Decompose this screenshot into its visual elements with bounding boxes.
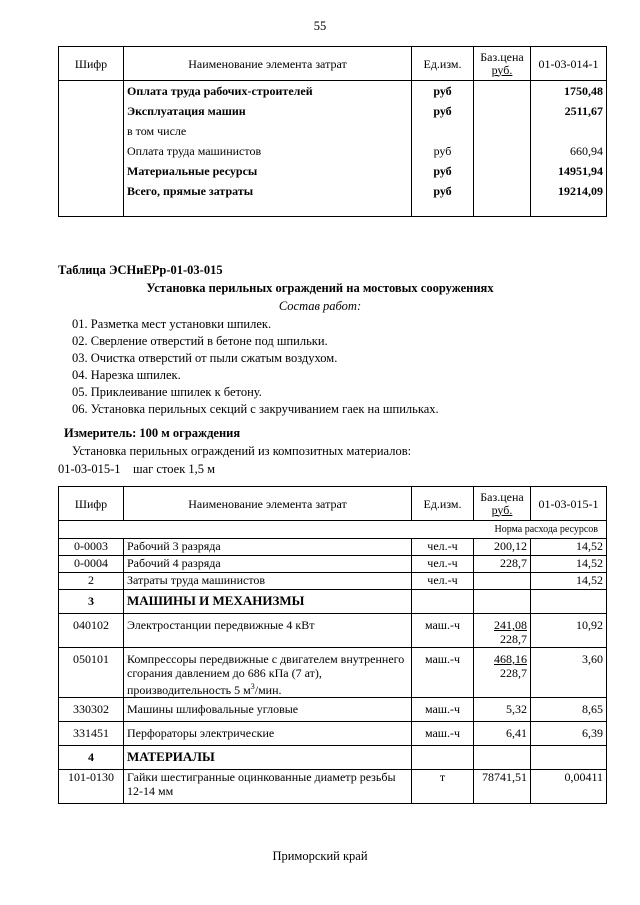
price-cell [474, 590, 531, 614]
code-cell [59, 81, 124, 101]
price-cell [474, 161, 531, 181]
header-price: Баз.цена руб. [474, 47, 531, 81]
price-cell [474, 121, 531, 141]
header-code: Шифр [59, 487, 124, 521]
header-col-code: 01-03-015-1 [531, 487, 607, 521]
unit-cell: руб [412, 161, 474, 181]
name-cell: Машины шлифовальные угловые [124, 698, 412, 722]
works-list [72, 316, 439, 418]
value-cell [531, 121, 607, 141]
code-cell: 0-0003 [59, 539, 124, 556]
price-cell: 78741,51 [474, 770, 531, 804]
price-cell: 6,41 [474, 722, 531, 746]
name-cell: в том числе [124, 121, 412, 141]
table-row [59, 614, 607, 648]
code-cell: 331451 [59, 722, 124, 746]
name-cell: Всего, прямые затраты [124, 181, 412, 217]
value-cell: 14,52 [531, 556, 607, 573]
price-cell [474, 746, 531, 770]
unit-cell [412, 746, 474, 770]
table-row [59, 746, 607, 770]
value-cell: 660,94 [531, 141, 607, 161]
code-cell: 040102 [59, 614, 124, 648]
table-label: Таблица ЭСНиЕРр-01-03-015 [58, 263, 223, 277]
price-cell [474, 101, 531, 121]
unit-cell: руб [412, 81, 474, 101]
name-cell: Материальные ресурсы [124, 161, 412, 181]
code-cell: 330302 [59, 698, 124, 722]
code-cell [59, 101, 124, 121]
works-title: Состав работ: [278, 299, 362, 313]
name-cell: Оплата труда рабочих-строителей [124, 81, 412, 101]
unit-cell: маш.-ч [412, 614, 474, 648]
price-cell: 228,7 [474, 556, 531, 573]
name-cell: Рабочий 4 разряда [124, 556, 412, 573]
resource-table [58, 486, 607, 804]
table-row [59, 556, 607, 573]
value-cell: 14951,94 [531, 161, 607, 181]
summary-table [58, 46, 607, 217]
code-cell: 050101 [59, 648, 124, 698]
section-title: Установка перильных ограждений на мостовых сооружениях [146, 281, 494, 295]
table-row [59, 573, 607, 590]
code-cell [59, 141, 124, 161]
table-row [59, 101, 607, 121]
unit-cell [412, 121, 474, 141]
value-cell: 0,00411 [531, 770, 607, 804]
unit-cell: руб [412, 181, 474, 217]
price-cell: 241,08 228,7 [474, 614, 531, 648]
table-row [59, 181, 607, 217]
table-row [59, 141, 607, 161]
name-cell: Рабочий 3 разряда [124, 539, 412, 556]
description: Установка перильных ограждений из композитных материалов: [72, 444, 412, 458]
value-cell: 8,65 [531, 698, 607, 722]
price-cell: 468,16 228,7 [474, 648, 531, 698]
meter: Измеритель: 100 м ограждения [64, 426, 241, 440]
code-cell: 0-0004 [59, 556, 124, 573]
unit-cell: маш.-ч [412, 648, 474, 698]
work-item: 06. Установка перильных секций с закручиванием гаек на шпильках. [72, 402, 439, 416]
unit-cell: чел.-ч [412, 573, 474, 590]
header-unit: Ед.изм. [412, 47, 474, 81]
table-row [59, 648, 607, 698]
value-cell [531, 590, 607, 614]
price-cell: 5,32 [474, 698, 531, 722]
price-cell [474, 141, 531, 161]
work-item: 01. Разметка мест установки шпилек. [72, 317, 272, 331]
code-cell: 2 [59, 573, 124, 590]
value-cell: 10,92 [531, 614, 607, 648]
unit-cell [412, 590, 474, 614]
code-cell: 3 [59, 590, 124, 614]
table-row [59, 590, 607, 614]
unit-cell: чел.-ч [412, 539, 474, 556]
table-row [59, 698, 607, 722]
header-unit: Ед.изм. [412, 487, 474, 521]
name-cell: Затраты труда машинистов [124, 573, 412, 590]
unit-cell: т [412, 770, 474, 804]
work-item: 03. Очистка отверстий от пыли сжатым воздухом. [72, 351, 338, 365]
subcode: 01-03-015-1 [58, 462, 121, 476]
header-name: Наименование элемента затрат [124, 487, 412, 521]
value-cell: 1750,48 [531, 81, 607, 101]
price-cell: 200,12 [474, 539, 531, 556]
price-cell [474, 181, 531, 217]
page-number: 55 [313, 19, 327, 33]
value-cell: 19214,09 [531, 181, 607, 217]
value-cell: 6,39 [531, 722, 607, 746]
work-item: 05. Приклеивание шпилек к бетону. [72, 385, 262, 399]
table-row [59, 722, 607, 746]
unit-cell: руб [412, 141, 474, 161]
unit-cell: руб [412, 101, 474, 121]
code-cell: 4 [59, 746, 124, 770]
code-cell [59, 161, 124, 181]
unit-cell: маш.-ч [412, 698, 474, 722]
code-cell: 101-0130 [59, 770, 124, 804]
name-cell: Электростанции передвижные 4 кВт [124, 614, 412, 648]
norm-label: Норма расхода ресурсов [59, 521, 607, 539]
value-cell [531, 746, 607, 770]
unit-cell: маш.-ч [412, 722, 474, 746]
table-row [59, 161, 607, 181]
name-cell: МАТЕРИАЛЫ [124, 746, 412, 770]
header-code: Шифр [59, 47, 124, 81]
work-item: 02. Сверление отверстий в бетоне под шпильки. [72, 334, 328, 348]
subdesc: шаг стоек 1,5 м [133, 462, 216, 476]
price-cell [474, 81, 531, 101]
value-cell: 3,60 [531, 648, 607, 698]
table-row [59, 81, 607, 101]
table-row [59, 121, 607, 141]
name-cell: Перфораторы электрические [124, 722, 412, 746]
unit-cell: чел.-ч [412, 556, 474, 573]
name-cell: Компрессоры передвижные с двигателем внутреннего сгорания давлением до 686 кПа (7 ат), производительность 5 $м^3$/мин. [124, 648, 412, 698]
table-row [59, 770, 607, 804]
footer: Приморский край [272, 849, 368, 863]
name-cell: Оплата труда машинистов [124, 141, 412, 161]
value-cell: 2511,67 [531, 101, 607, 121]
header-price: Баз.цена руб. [474, 487, 531, 521]
work-item: 04. Нарезка шпилек. [72, 368, 181, 382]
code-cell [59, 181, 124, 217]
header-col-code: 01-03-014-1 [531, 47, 607, 81]
value-cell: 14,52 [531, 539, 607, 556]
table-row [59, 539, 607, 556]
header-name: Наименование элемента затрат [124, 47, 412, 81]
name-cell: Гайки шестигранные оцинкованные диаметр резьбы 12-14 мм [124, 770, 412, 804]
name-cell: Эксплуатация машин [124, 101, 412, 121]
code-cell [59, 121, 124, 141]
price-cell [474, 573, 531, 590]
name-cell: МАШИНЫ И МЕХАНИЗМЫ [124, 590, 412, 614]
value-cell: 14,52 [531, 573, 607, 590]
